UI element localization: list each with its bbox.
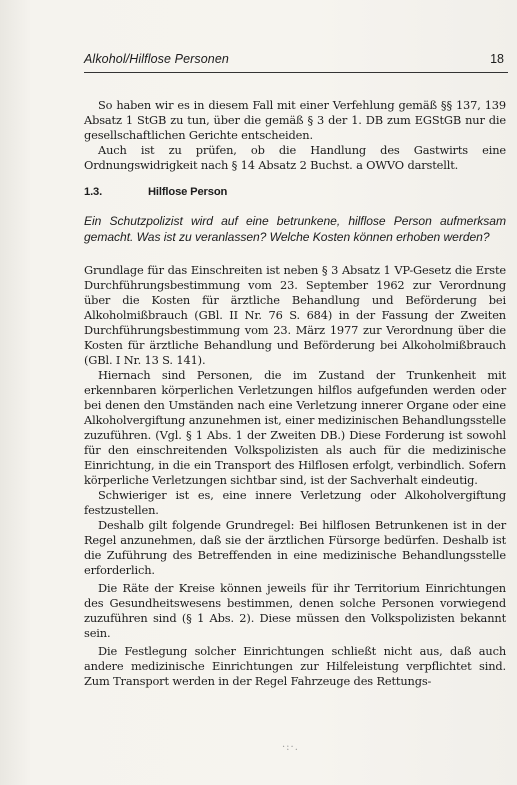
page-number: 18: [490, 52, 504, 66]
page-header: [84, 52, 508, 73]
section-title: Hilflose Person: [148, 186, 228, 198]
page-body: [84, 98, 506, 689]
question-text: Ein Schutzpolizist wird auf eine betrunkene, hilflose Person aufmerksam gemacht. Was ist zu veranlassen? Welche Kosten können erhoben werden?: [84, 214, 506, 244]
paragraph: Die Festlegung solcher Einrichtungen schließt nicht aus, daß auch andere medizinische Einrichtungen zur Hilfeleistung verpflichtet sind. Zum Transport werden in der Regel Fahrzeuge des Rettungs-: [84, 644, 506, 688]
paragraph: So haben wir es in diesem Fall mit einer Verfehlung gemäß §§ 137, 139 Absatz 1 StGB zu tun, über die gemäß § 3 der 1. DB zum EGStGB nur die gesellschaftlichen Gerichte entscheiden.: [84, 98, 506, 142]
print-smudge: ·:·.: [282, 742, 299, 753]
running-title: Alkohol/Hilflose Personen: [84, 52, 229, 66]
section-heading: [84, 185, 506, 200]
paragraph: Schwieriger ist es, eine innere Verletzung oder Alkoholvergiftung festzustellen.: [84, 488, 506, 517]
paragraph: Deshalb gilt folgende Grundregel: Bei hilflosen Betrunkenen ist in der Regel anzunehmen, daß sie der ärztlichen Fürsorge bedürfen. Deshalb ist die Zuführung des Betreffenden in eine medizinische Behandlungsstelle erforderlich.: [84, 518, 506, 577]
paragraph: Die Räte der Kreise können jeweils für ihr Territorium Einrichtungen des Gesundheitswesens bestimmen, denen solche Personen vorwiegend zuzuführen sind (§ 1 Abs. 2). Diese müssen den Volkspolizisten bekannt sein.: [84, 581, 506, 640]
paragraph: Hiernach sind Personen, die im Zustand der Trunkenheit mit erkennbaren körperlichen Verletzungen hilflos aufgefunden werden oder bei denen den Umständen nach eine Verletzung innerer Organe oder eine Alkoholvergiftung anzunehmen ist, einer medizinischen Behandlungsstelle zuzuführen. (Vgl. § 1 Abs. 1 der Zweiten DB.) Diese Forderung ist sowohl für den einschreitenden Volkspolizisten als auch für die medizinische Einrichtung, in die ein Transport des Hilflosen erfolgt, verbindlich. Sofern körperliche Verletzungen sichtbar sind, ist der Sachverhalt eindeutig.: [84, 368, 506, 487]
section-number: 1.3.: [84, 186, 103, 198]
paragraph: Grundlage für das Einschreiten ist neben § 3 Absatz 1 VP-Gesetz die Erste Durchführungsbestimmung vom 23. September 1962 zur Verordnung über die Kosten für ärztliche Behandlung und Beförderung bei Alkoholmißbrauch (GBl. II Nr. 76 S. 684) in der Fassung der Zweiten Durchführungsbestimmung vom 23. März 1977 zur Verordnung über die Kosten für ärztliche Behandlung und Beförderung bei Alkoholmißbrauch (GBl. I Nr. 13 S. 141).: [84, 263, 506, 367]
paragraph: Auch ist zu prüfen, ob die Handlung des Gastwirts eine Ordnungswidrigkeit nach § 14 Absatz 2 Buchst. a OWVO darstellt.: [84, 143, 506, 172]
